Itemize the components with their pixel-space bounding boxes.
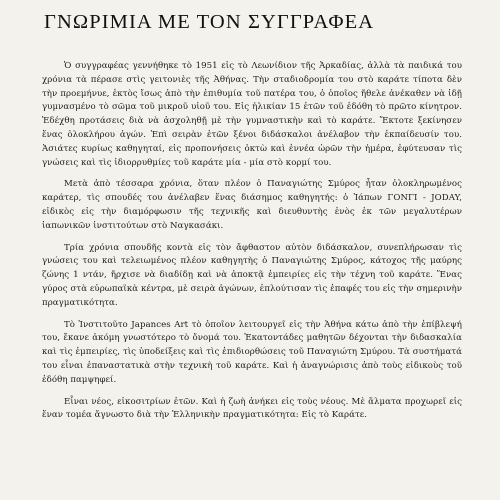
page-title: ΓΝΩΡΙΜΙΑ ΜΕ ΤΟΝ ΣΥΓΓΡΑΦΕΑ (44, 11, 375, 33)
paragraph-3: Τρία χρόνια σπουδῆς κοντὰ εἰς τὸν ἄφθαστον αὐτὸν διδάσκαλον, συνεπλήρωσαν τὶς γνώσεις του καὶ τελειωμένος πλέον καθηγητὴς ὁ Παναγιώτης Σμύρος, κάτοχος τῆς μαύρης ζώνης 1 ντάν, ἤρχισε νὰ διαδίδῃ καὶ νὰ ἀποκτᾷ ἐμπειρίες εἰς τὴν τέχνη τοῦ καράτε. Ἕνας γύρος στὰ εὐρωπαϊκὰ κέντρα, μὲ σειρὰ ἀγώνων, ἐπλούτισαν τὶς ἐπαφές του εἰς τὴν σημερινὴν πραγματικότητα. (42, 242, 462, 308)
paragraph-5: Εἶναι νέος, εἰκοσιτρίων ἐτῶν. Καὶ ἡ ζωὴ ἀνήκει εἰς τοὺς νέους. Μὲ ἅλματα προχωρεῖ εἰς ἕναν τομέα ἄγνωστο διὰ τὴν Ἑλληνικὴν πραγματικότητα: Εἰς τὸ Καράτε. (42, 396, 462, 421)
paragraph-4: Τὸ Ἰνστιτοῦτο Japances Art τὸ ὁποῖον λειτουργεῖ εἰς τὴν Ἀθήνα κάτω ἀπὸ τὴν ἐπίβλεψή του, ἔκανε ἀκόμη γνωστότερο τὸ ὄνομά του. Ἑκατοντάδες μαθητῶν δέχονται τὴν διδασκαλία καὶ τὶς ἐμπειρίες, τὶς ὑποδείξεις καὶ τὶς ἐπιδιορθώσεις τοῦ Παναγιώτη Σμύρου. Τὰ συστήματά του εἶναι ἐπαναστατικὰ στὴν τεχνικὴ τοῦ καράτε. Καὶ ἡ ἀναγνώρισις ἀπὸ τοὺς εἰδικοὺς τοῦ ἐδόθη παμψηφεί. (42, 319, 462, 385)
paragraph-1: Ὁ συγγραφέας γεννήθηκε τὸ 1951 εἰς τὸ Λεωνίδιον τῆς Ἀρκαδίας, ἀλλὰ τὰ παιδικά του χρόνια τὰ πέρασε στὶς γειτονιὲς τῆς Ἀθήνας. Τὴν σταδιοδρομία του στὸ καράτε τίποτα δὲν τὴν προεμήνυε, ἐκτὸς ἴσως ἀπὸ τὴν ἐπιθυμία τοῦ πατέρα του, ὁ ὁποῖος ἤθελε ἀνέκαθεν νὰ ἰδῇ γυμνασμένο τὸ σῶμα τοῦ μικροῦ υἱοῦ του. Εἰς ἡλικίαν 15 ἐτῶν τοῦ ἐδόθη τὸ πρῶτο κίνητρον. Ἐδέχθη προτάσεις διὰ νὰ ἀσχοληθῇ μὲ τὴν γυμναστικὴν καὶ τὸ καράτε. Ἔκτοτε ξεκίνησεν ἕνας ὁλοκλήρου ἀγών. Ἐπὶ σειρὰν ἐτῶν ξένοι διδάσκαλοι ἀνέλαβον τὴν ἐκπαίδευσίν του. Ἀσιάτες κυρίως καθηγηταί, εἰς προπονήσεις ὀκτὼ καὶ ἐννέα ὡρῶν τὴν ἡμέρα, ἐφύτευσαν τὶς γνώσεις καὶ τὶς ἰδιορρυθμίες τοῦ καράτε μία - μία στὸ κορμί του. (42, 61, 462, 168)
paragraph-2: Μετὰ ἀπὸ τέσσαρα χρόνια, ὅταν πλέον ὁ Παναγιώτης Σμύρος ἦταν ὁλοκληρωμένος καράτερ, τὶς σπουδές του ἀνέλαβεν ἕνας διάσημος καθηγητής: ὁ Ἰάπων ΓΟΝΓΙ - JODAY, εἰδικὸς εἰς τὴν διαμόρφωσιν τῆς τεχνικῆς καὶ διευθυντὴς ἑνὸς ἐκ τῶν μεγαλυτέρων ἰαπωνικῶν ἰνστιτούτων στὸ Ναγκασάκι. (42, 179, 462, 231)
